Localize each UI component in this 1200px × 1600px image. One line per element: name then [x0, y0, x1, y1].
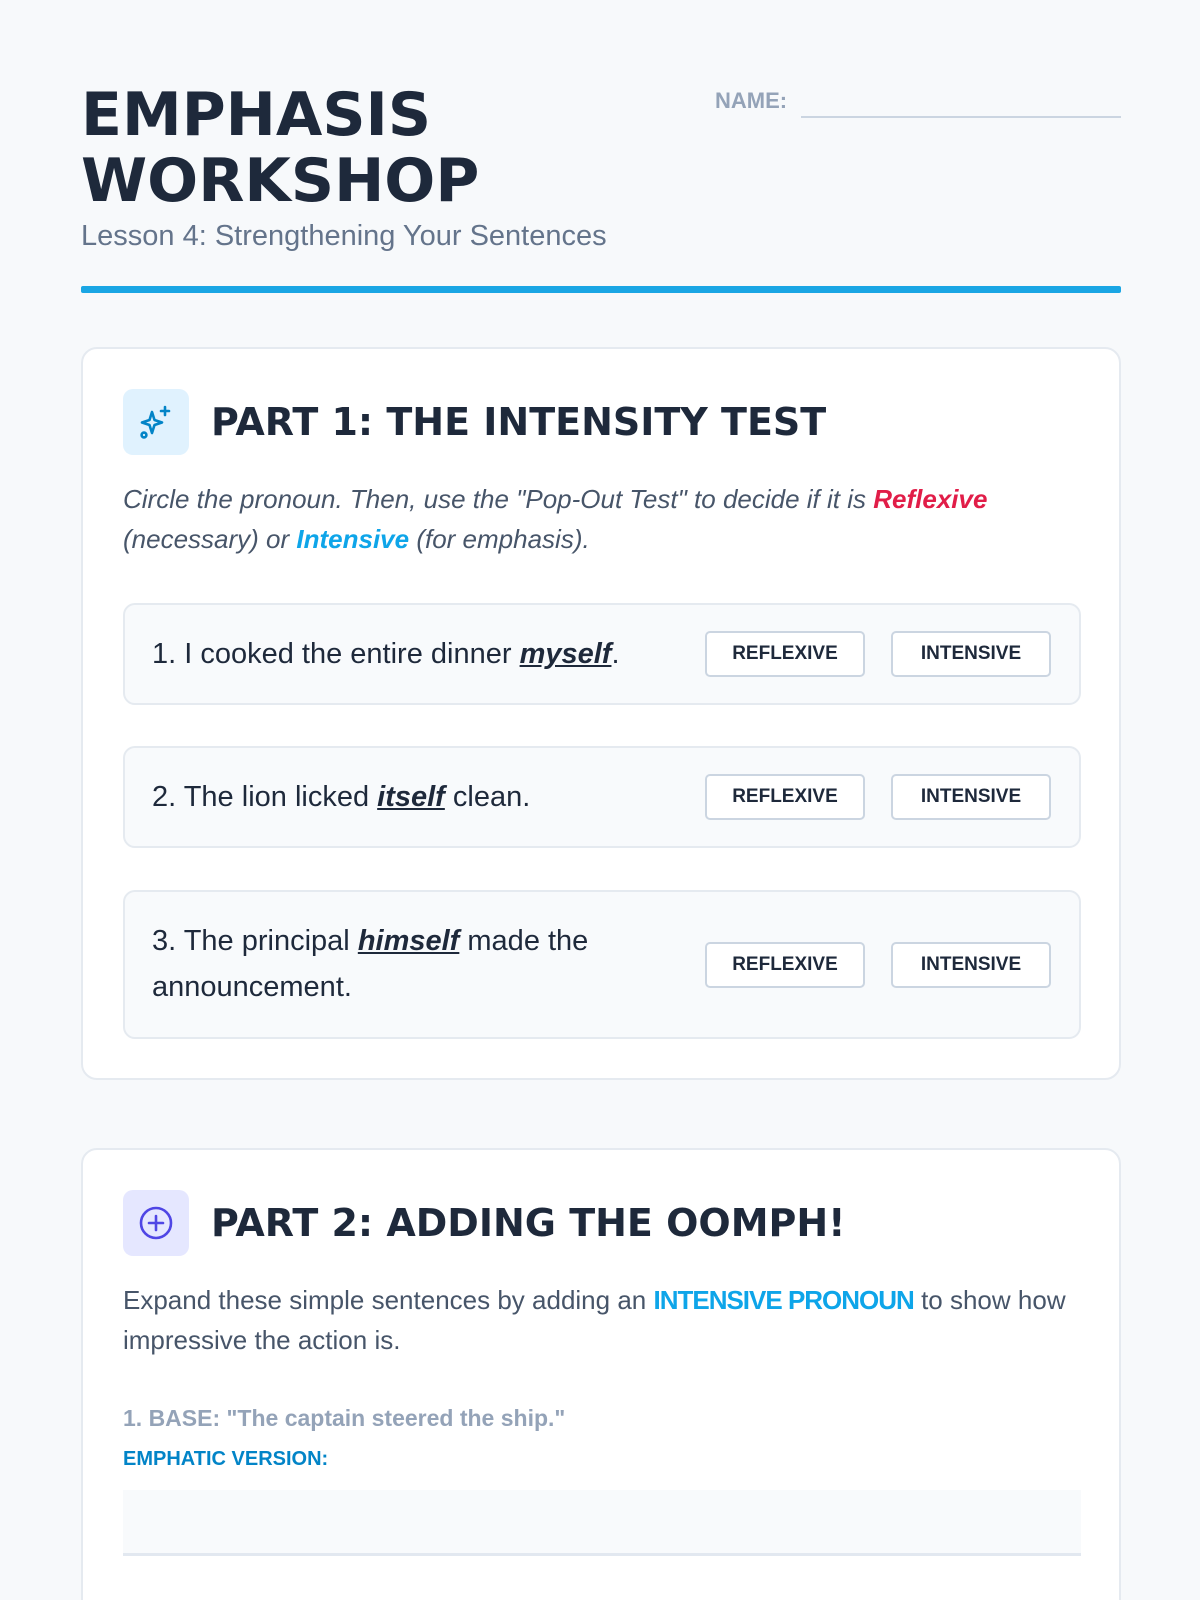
- pronoun[interactable]: myself: [519, 638, 612, 670]
- intensive-button[interactable]: INTENSIVE: [891, 774, 1051, 820]
- part1-instructions: [123, 479, 1063, 559]
- sparkles-icon: [123, 389, 189, 455]
- question-item: [123, 890, 1081, 1039]
- intensive-pronoun-keyword: INTENSIVE PRONOUN: [653, 1285, 914, 1315]
- base-sentence: 1. BASE: "The captain steered the ship.": [123, 1405, 566, 1431]
- question-sentence: [152, 774, 632, 820]
- instructions-text: (necessary) or: [123, 524, 297, 554]
- plus-circle-icon: [123, 1190, 189, 1256]
- reflexive-button[interactable]: REFLEXIVE: [705, 942, 865, 988]
- page-title: [81, 82, 479, 214]
- intensive-button[interactable]: INTENSIVE: [891, 942, 1051, 988]
- sentence-text: clean.: [444, 781, 531, 813]
- name-field[interactable]: [801, 116, 1121, 118]
- name-label: NAME:: [715, 88, 788, 113]
- reflexive-button[interactable]: REFLEXIVE: [705, 631, 865, 677]
- sentence-text: made the announcement.: [152, 925, 589, 1003]
- part1-title: PART 1: THE INTENSITY TEST: [211, 400, 827, 444]
- part1-card: [81, 347, 1121, 1080]
- header-divider: [81, 286, 1121, 293]
- reflexive-button[interactable]: REFLEXIVE: [705, 774, 865, 820]
- reflexive-keyword: Reflexive: [873, 484, 988, 514]
- intensive-button[interactable]: INTENSIVE: [891, 631, 1051, 677]
- pronoun[interactable]: itself: [377, 781, 445, 813]
- sentence-text: .: [611, 638, 620, 670]
- part2-card: [81, 1148, 1121, 1600]
- part1-heading: [123, 389, 826, 455]
- instructions-text: to show how impressive the action is.: [123, 1285, 1066, 1355]
- sentence-text: 2. The lion licked: [152, 781, 378, 813]
- question-sentence: [152, 631, 632, 677]
- part2-title: PART 2: ADDING THE OOMPH!: [211, 1201, 846, 1245]
- sentence-text: 1. I cooked the entire dinner: [152, 638, 520, 670]
- instructions-text: Circle the pronoun. Then, use the "Pop-Out Test" to decide if it is: [123, 484, 874, 514]
- sentence-text: 3. The principal: [152, 925, 358, 957]
- part2-instructions: [123, 1280, 1083, 1360]
- emphatic-version-label: EMPHATIC VERSION:: [123, 1448, 329, 1470]
- intensive-keyword: Intensive: [296, 524, 410, 554]
- pronoun[interactable]: himself: [357, 925, 460, 957]
- title-line-2: WORKSHOP: [81, 146, 480, 216]
- question-sentence: [152, 918, 632, 1010]
- part2-heading: [123, 1190, 846, 1256]
- worksheet-header: [81, 0, 1121, 295]
- lesson-subtitle: Lesson 4: Strengthening Your Sentences: [81, 220, 607, 252]
- instructions-text: (for emphasis).: [409, 524, 590, 554]
- question-item: [123, 603, 1081, 705]
- instructions-text: Expand these simple sentences by adding an: [123, 1285, 654, 1315]
- emphatic-answer-field[interactable]: [123, 1490, 1081, 1556]
- worksheet-page: [81, 0, 1121, 1470]
- title-line-1: EMPHASIS: [81, 80, 432, 150]
- question-item: [123, 746, 1081, 848]
